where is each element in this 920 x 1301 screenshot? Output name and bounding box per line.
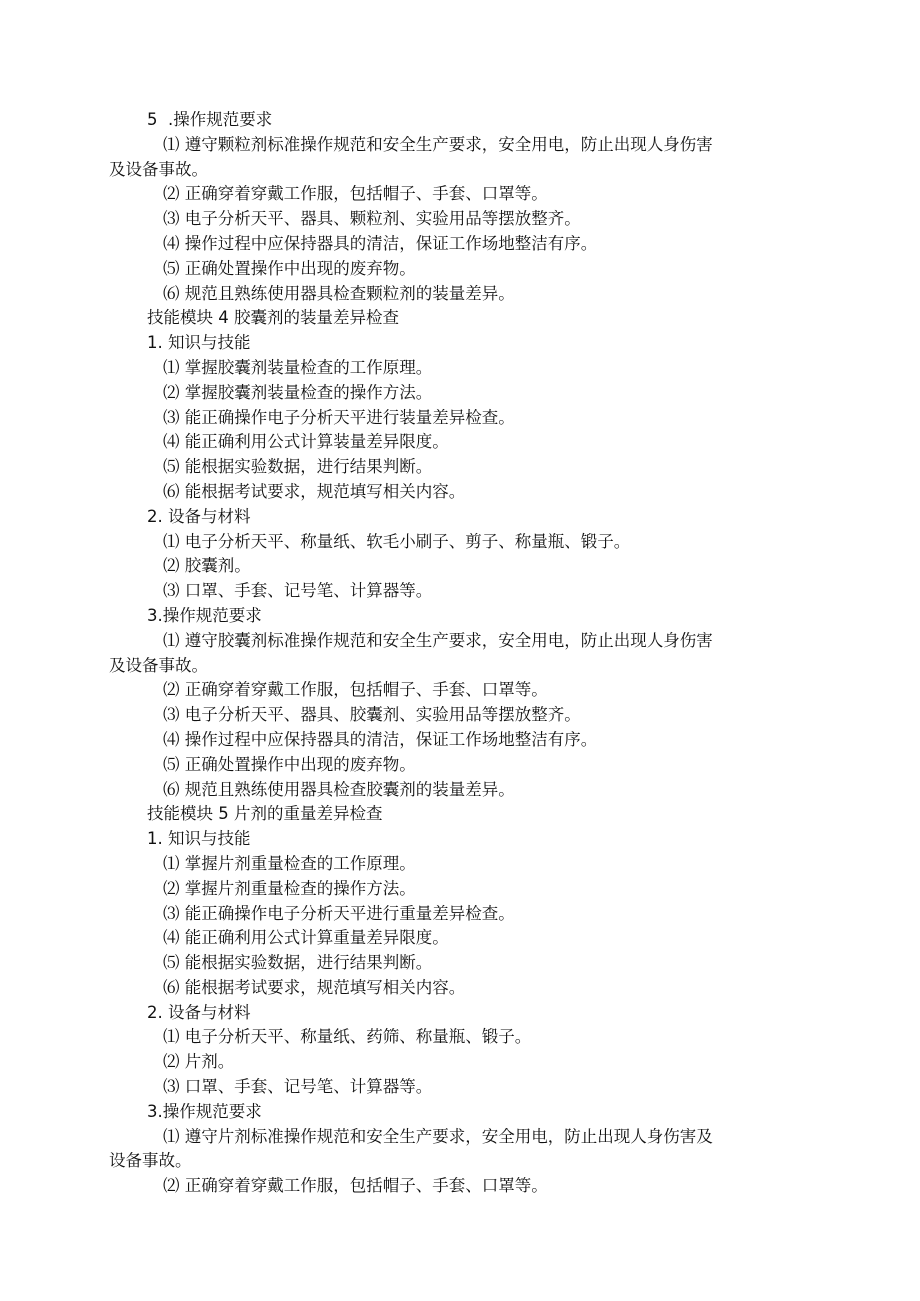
text-line: ⑵ 片剂。	[163, 1052, 235, 1072]
text-line: ⑵ 掌握胶囊剂装量检查的操作方法。	[163, 382, 433, 402]
text-line: ⑴ 电子分析天平、称量纸、药筛、称量瓶、锻子。	[163, 1027, 532, 1047]
text-line: ⑶ 能正确操作电子分析天平进行装量差异检查。	[163, 407, 515, 427]
text-line: ⑶ 电子分析天平、器具、胶囊剂、实验用品等摆放整齐。	[163, 705, 581, 725]
text-line: 3.操作规范要求	[147, 605, 262, 625]
text-line: ⑷ 能正确利用公式计算装量差异限度。	[163, 432, 449, 452]
text-line: ⑷ 能正确利用公式计算重量差异限度。	[163, 928, 449, 948]
text-line: ⑹ 规范且熟练使用器具检查颗粒剂的装量差异。	[163, 283, 515, 303]
text-line: ⑸ 正确处置操作中出现的废弃物。	[163, 258, 416, 278]
text-line: ⑴ 掌握胶囊剂装量检查的工作原理。	[163, 357, 433, 377]
text-line: ⑵ 掌握片剂重量检查的操作方法。	[163, 878, 416, 898]
text-line: 3.操作规范要求	[147, 1101, 262, 1121]
text-line: 技能模块 5 片剂的重量差异检查	[147, 804, 383, 824]
document-page	[0, 108, 920, 1199]
text-line: ⑴ 遵守胶囊剂标准操作规范和安全生产要求，安全用电，防止出现人身伤害	[163, 630, 713, 650]
text-line: ⑴ 电子分析天平、称量纸、软毛小刷子、剪子、称量瓶、锻子。	[163, 531, 631, 551]
text-line: ⑸ 能根据实验数据，进行结果判断。	[163, 953, 433, 973]
text-line: ⑷ 操作过程中应保持器具的清洁，保证工作场地整洁有序。	[163, 233, 598, 253]
text-line: ⑴ 遵守颗粒剂标准操作规范和安全生产要求，安全用电，防止出现人身伤害	[163, 134, 713, 154]
text-line: ⑷ 操作过程中应保持器具的清洁，保证工作场地整洁有序。	[163, 729, 598, 749]
text-line: ⑵ 正确穿着穿戴工作服，包括帽子、手套、口罩等。	[163, 680, 548, 700]
text-line: ⑴ 遵守片剂标准操作规范和安全生产要求，安全用电，防止出现人身伤害及	[163, 1126, 713, 1146]
text-line: 设备事故。	[109, 1151, 192, 1171]
text-line: 技能模块 4 胶囊剂的装量差异检查	[147, 308, 399, 328]
text-line: ⑹ 能根据考试要求，规范填写相关内容。	[163, 481, 466, 501]
text-line: ⑹ 规范且熟练使用器具检查胶囊剂的装量差异。	[163, 779, 515, 799]
text-line: 2. 设备与材料	[147, 1002, 251, 1022]
text-line: 及设备事故。	[109, 655, 208, 675]
text-line: ⑶ 口罩、手套、记号笔、计算器等。	[163, 1077, 433, 1097]
text-line: ⑸ 正确处置操作中出现的废弃物。	[163, 754, 416, 774]
text-line: ⑵ 胶囊剂。	[163, 556, 251, 576]
text-line: ⑹ 能根据考试要求，规范填写相关内容。	[163, 977, 466, 997]
text-line: ⑶ 电子分析天平、器具、颗粒剂、实验用品等摆放整齐。	[163, 209, 581, 229]
text-line: ⑶ 能正确操作电子分析天平进行重量差异检查。	[163, 903, 515, 923]
text-line: 及设备事故。	[109, 159, 208, 179]
text-line: ⑵ 正确穿着穿戴工作服，包括帽子、手套、口罩等。	[163, 184, 548, 204]
text-line: ⑸ 能根据实验数据，进行结果判断。	[163, 457, 433, 477]
text-line: 1. 知识与技能	[147, 333, 251, 353]
text-line: ⑴ 掌握片剂重量检查的工作原理。	[163, 853, 416, 873]
text-line: ⑵ 正确穿着穿戴工作服，包括帽子、手套、口罩等。	[163, 1176, 548, 1196]
text-line: 2. 设备与材料	[147, 506, 251, 526]
text-line: 5 .操作规范要求	[147, 110, 273, 129]
text-line: 1. 知识与技能	[147, 829, 251, 849]
text-line: ⑶ 口罩、手套、记号笔、计算器等。	[163, 581, 433, 601]
